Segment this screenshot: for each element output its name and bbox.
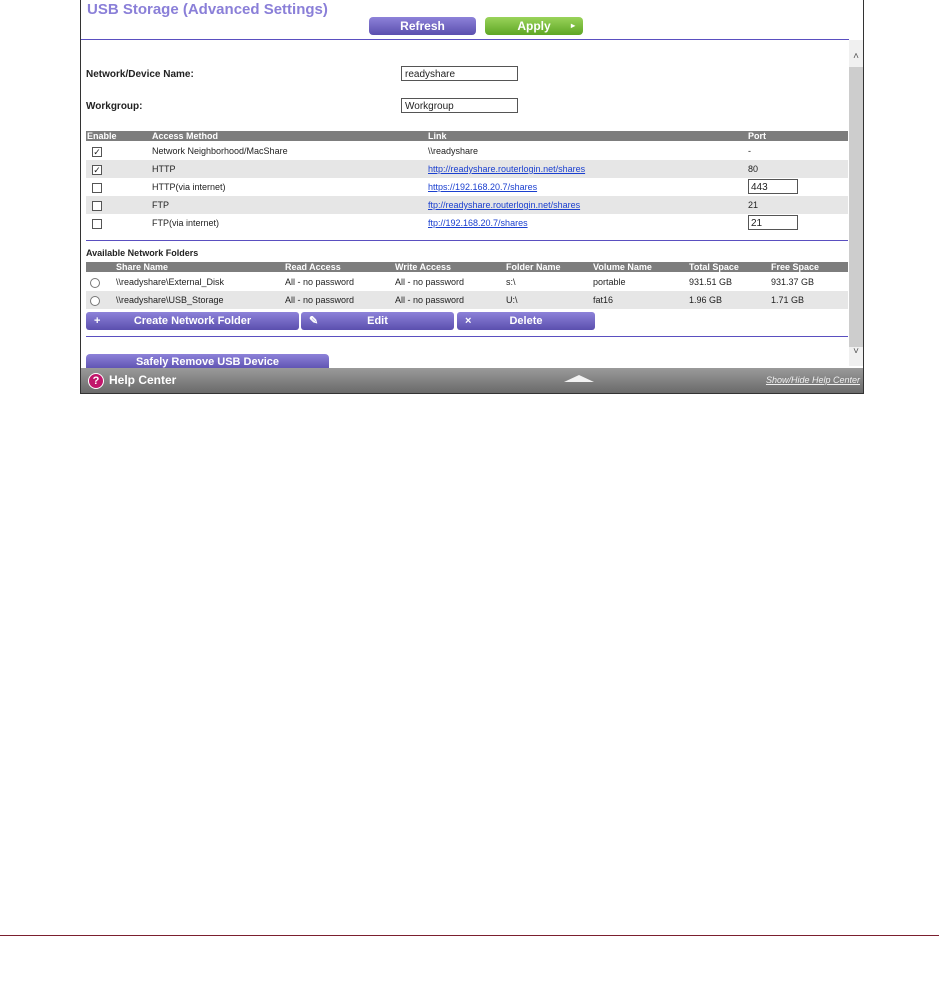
help-center-bar <box>81 368 863 393</box>
col-total-space: Total Space <box>689 262 739 272</box>
read-access: All - no password <box>285 277 355 287</box>
plus-icon: + <box>94 315 101 327</box>
free-space: 1.71 GB <box>771 295 805 305</box>
show-hide-help-link[interactable]: Show/Hide Help Center <box>765 375 860 385</box>
access-row <box>86 142 848 160</box>
workgroup-input[interactable]: Workgroup <box>401 98 518 113</box>
port-input[interactable]: 21 <box>748 215 798 230</box>
help-center-label: Help Center <box>109 373 177 387</box>
folders-table-header <box>86 262 848 272</box>
enable-checkbox[interactable] <box>92 183 102 193</box>
access-method: FTP(via internet) <box>152 218 220 228</box>
access-link: \\readyshare <box>428 146 479 156</box>
section-divider <box>86 240 848 241</box>
col-access-method: Access Method <box>152 131 219 141</box>
apply-button-label: Apply <box>517 19 551 33</box>
col-link: Link <box>428 131 447 141</box>
arrow-right-icon: ▸ <box>570 21 575 30</box>
vertical-scrollbar[interactable] <box>849 40 863 366</box>
enable-checkbox[interactable]: ✓ <box>93 147 101 157</box>
header-divider <box>81 39 849 40</box>
free-space: 931.37 GB <box>771 277 815 287</box>
col-share-name: Share Name <box>116 262 169 272</box>
port-input[interactable]: 443 <box>748 179 798 194</box>
access-table-header <box>86 131 848 141</box>
create-network-folder-button[interactable] <box>86 312 299 330</box>
device-name-label: Network/Device Name: <box>86 69 194 80</box>
col-enable: Enable <box>87 131 117 141</box>
col-read-access: Read Access <box>285 262 341 272</box>
write-access: All - no password <box>395 277 465 287</box>
page-footer-rule <box>0 935 939 936</box>
create-folder-label: Create Network Folder <box>133 315 252 327</box>
delete-label: Delete <box>509 315 543 327</box>
col-volume-name: Volume Name <box>593 262 652 272</box>
folder-radio[interactable] <box>90 296 100 306</box>
access-method: HTTP(via internet) <box>152 182 226 192</box>
scroll-up-icon[interactable]: ˄ <box>853 51 859 62</box>
enable-checkbox[interactable] <box>92 201 102 211</box>
access-link[interactable]: ftp://readyshare.routerlogin.net/shares <box>428 200 581 210</box>
enable-checkbox[interactable]: ✓ <box>93 165 101 175</box>
access-method: HTTP <box>152 164 176 174</box>
access-link[interactable]: http://readyshare.routerlogin.net/shares <box>428 164 586 174</box>
access-row <box>86 214 848 232</box>
col-port: Port <box>748 131 766 141</box>
safely-remove-usb-button[interactable]: Safely Remove USB Device <box>86 354 329 370</box>
total-space: 1.96 GB <box>689 295 723 305</box>
usb-storage-panel <box>80 0 864 394</box>
read-access: All - no password <box>285 295 355 305</box>
access-port: - <box>748 146 751 156</box>
access-row <box>86 196 848 214</box>
col-free-space: Free Space <box>771 262 820 272</box>
access-method: Network Neighborhood/MacShare <box>152 146 288 156</box>
access-link[interactable]: ftp://192.168.20.7/shares <box>428 218 528 228</box>
share-name: \\readyshare\External_Disk <box>116 277 225 287</box>
device-name-input[interactable]: readyshare <box>401 66 518 81</box>
scroll-down-icon[interactable]: ˅ <box>853 346 859 357</box>
pencil-icon: ✎ <box>309 315 319 327</box>
section-divider <box>86 336 848 337</box>
folder-name: s:\ <box>506 277 516 287</box>
access-row <box>86 160 848 178</box>
edit-button[interactable] <box>301 312 454 330</box>
edit-label: Edit <box>367 315 388 327</box>
folder-radio[interactable] <box>90 278 100 288</box>
folder-name: U:\ <box>506 295 518 305</box>
close-icon: × <box>465 315 472 327</box>
access-port: 80 <box>748 164 759 174</box>
page-title: USB Storage (Advanced Settings) <box>87 1 328 18</box>
share-name: \\readyshare\USB_Storage <box>116 295 224 305</box>
folder-row[interactable] <box>86 291 848 309</box>
enable-checkbox[interactable] <box>92 219 102 229</box>
access-port: 21 <box>748 200 759 210</box>
access-link[interactable]: https://192.168.20.7/shares <box>428 182 538 192</box>
refresh-button[interactable]: Refresh <box>369 17 476 35</box>
write-access: All - no password <box>395 295 465 305</box>
help-icon[interactable]: ? <box>88 373 104 389</box>
access-row <box>86 178 848 196</box>
available-folders-label: Available Network Folders <box>86 248 199 258</box>
workgroup-label: Workgroup: <box>86 101 143 112</box>
col-write-access: Write Access <box>395 262 452 272</box>
delete-button[interactable] <box>457 312 595 330</box>
folder-row[interactable] <box>86 273 848 291</box>
expand-help-icon[interactable] <box>564 375 594 382</box>
access-method: FTP <box>152 200 169 210</box>
scrollbar-thumb[interactable] <box>849 67 863 347</box>
total-space: 931.51 GB <box>689 277 733 287</box>
col-folder-name: Folder Name <box>506 262 561 272</box>
volume-name: fat16 <box>593 295 614 305</box>
volume-name: portable <box>593 277 626 287</box>
apply-button[interactable] <box>485 17 583 35</box>
